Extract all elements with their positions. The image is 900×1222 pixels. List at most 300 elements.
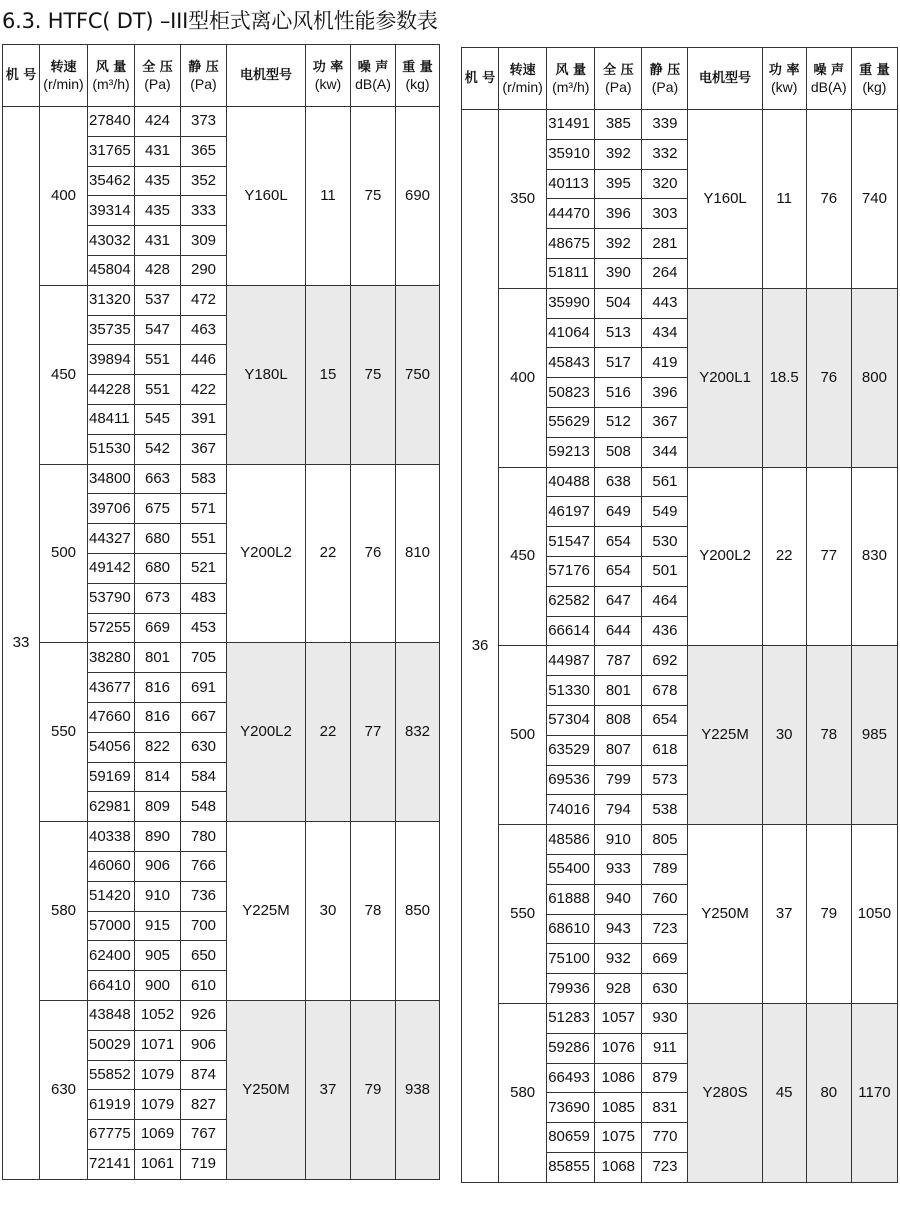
noise-cell: 77 (806, 467, 851, 646)
static-pressure-cell: 309 (181, 226, 227, 256)
total-pressure-cell: 669 (135, 613, 181, 643)
flow-cell: 59213 (547, 437, 595, 467)
static-pressure-cell: 521 (181, 553, 227, 583)
power-cell: 11 (762, 110, 806, 289)
flow-cell: 51530 (88, 434, 135, 464)
static-pressure-cell: 434 (642, 318, 688, 348)
total-pressure-cell: 680 (135, 524, 181, 554)
static-pressure-cell: 650 (181, 941, 227, 971)
total-pressure-cell: 390 (595, 258, 642, 288)
speed-cell: 450 (40, 285, 88, 464)
header-noise: 噪 声 dB(A) (806, 48, 851, 110)
flow-cell: 51811 (547, 258, 595, 288)
total-pressure-cell: 547 (135, 315, 181, 345)
total-pressure-cell: 809 (135, 792, 181, 822)
total-pressure-cell: 545 (135, 404, 181, 434)
flow-cell: 38280 (88, 643, 135, 673)
power-cell: 37 (306, 1000, 351, 1179)
static-pressure-cell: 365 (181, 136, 227, 166)
noise-cell: 76 (351, 464, 396, 643)
flow-cell: 55629 (547, 407, 595, 437)
motor-model-cell: Y160L (688, 110, 762, 289)
table-row (3, 464, 440, 494)
total-pressure-cell: 928 (595, 974, 642, 1004)
flow-cell: 46197 (547, 497, 595, 527)
header-power: 功 率 (kw) (306, 45, 351, 107)
table-header (3, 45, 440, 107)
noise-cell: 76 (806, 110, 851, 289)
total-pressure-cell: 787 (595, 646, 642, 676)
total-pressure-cell: 940 (595, 884, 642, 914)
flow-cell: 34800 (88, 464, 135, 494)
static-pressure-cell: 766 (181, 851, 227, 881)
total-pressure-cell: 1079 (135, 1060, 181, 1090)
flow-cell: 50029 (88, 1030, 135, 1060)
motor-model-cell: Y225M (688, 646, 762, 825)
weight-cell: 810 (396, 464, 440, 643)
motor-model-cell: Y225M (227, 822, 306, 1001)
static-pressure-cell: 373 (181, 107, 227, 137)
table-row (462, 288, 898, 318)
flow-cell: 51420 (88, 881, 135, 911)
flow-cell: 73690 (547, 1093, 595, 1123)
flow-cell: 68610 (547, 914, 595, 944)
flow-cell: 69536 (547, 765, 595, 795)
static-pressure-cell: 303 (642, 199, 688, 229)
total-pressure-cell: 1068 (595, 1152, 642, 1182)
total-pressure-cell: 1075 (595, 1123, 642, 1153)
static-pressure-cell: 667 (181, 702, 227, 732)
total-pressure-cell: 794 (595, 795, 642, 825)
total-pressure-cell: 1061 (135, 1149, 181, 1179)
weight-cell: 800 (851, 288, 897, 467)
static-pressure-cell: 583 (181, 464, 227, 494)
motor-model-cell: Y250M (227, 1000, 306, 1179)
static-pressure-cell: 264 (642, 258, 688, 288)
speed-cell: 550 (40, 643, 88, 822)
static-pressure-cell: 548 (181, 792, 227, 822)
noise-cell: 77 (351, 643, 396, 822)
header-machine: 机 号 (462, 48, 499, 110)
static-pressure-cell: 767 (181, 1120, 227, 1150)
static-pressure-cell: 551 (181, 524, 227, 554)
static-pressure-cell: 391 (181, 404, 227, 434)
total-pressure-cell: 428 (135, 255, 181, 285)
static-pressure-cell: 911 (642, 1033, 688, 1063)
flow-cell: 43677 (88, 673, 135, 703)
total-pressure-cell: 654 (595, 556, 642, 586)
flow-cell: 62582 (547, 586, 595, 616)
power-cell: 22 (306, 464, 351, 643)
weight-cell: 1050 (851, 825, 897, 1004)
static-pressure-cell: 723 (642, 1152, 688, 1182)
static-pressure-cell: 530 (642, 527, 688, 557)
motor-model-cell: Y200L2 (227, 643, 306, 822)
flow-cell: 44470 (547, 199, 595, 229)
total-pressure-cell: 392 (595, 229, 642, 259)
total-pressure-cell: 673 (135, 583, 181, 613)
static-pressure-cell: 780 (181, 822, 227, 852)
flow-cell: 44327 (88, 524, 135, 554)
power-cell: 22 (762, 467, 806, 646)
table-row (462, 110, 898, 140)
table-row (462, 1003, 898, 1033)
static-pressure-cell: 396 (642, 378, 688, 408)
table-body (462, 110, 898, 1183)
motor-model-cell: Y280S (688, 1003, 762, 1182)
total-pressure-cell: 647 (595, 586, 642, 616)
table-row (3, 643, 440, 673)
static-pressure-cell: 573 (642, 765, 688, 795)
motor-model-cell: Y200L2 (688, 467, 762, 646)
static-pressure-cell: 571 (181, 494, 227, 524)
static-pressure-cell: 436 (642, 616, 688, 646)
header-motor: 电机型号 (688, 48, 762, 110)
static-pressure-cell: 692 (642, 646, 688, 676)
static-pressure-cell: 561 (642, 467, 688, 497)
flow-cell: 35990 (547, 288, 595, 318)
static-pressure-cell: 700 (181, 911, 227, 941)
total-pressure-cell: 675 (135, 494, 181, 524)
total-pressure-cell: 638 (595, 467, 642, 497)
flow-cell: 46060 (88, 851, 135, 881)
static-pressure-cell: 669 (642, 944, 688, 974)
flow-cell: 48411 (88, 404, 135, 434)
table-row (462, 646, 898, 676)
flow-cell: 31491 (547, 110, 595, 140)
static-pressure-cell: 874 (181, 1060, 227, 1090)
flow-cell: 49142 (88, 553, 135, 583)
total-pressure-cell: 910 (135, 881, 181, 911)
noise-cell: 78 (806, 646, 851, 825)
table-row (3, 1000, 440, 1030)
flow-cell: 59169 (88, 762, 135, 792)
total-pressure-cell: 890 (135, 822, 181, 852)
total-pressure-cell: 551 (135, 375, 181, 405)
machine-number-cell: 33 (3, 107, 40, 1180)
machine-number-cell: 36 (462, 110, 499, 1183)
weight-cell: 985 (851, 646, 897, 825)
static-pressure-cell: 610 (181, 971, 227, 1001)
header-motor: 电机型号 (227, 45, 306, 107)
total-pressure-cell: 915 (135, 911, 181, 941)
total-pressure-cell: 906 (135, 851, 181, 881)
weight-cell: 850 (396, 822, 440, 1001)
flow-cell: 51283 (547, 1003, 595, 1033)
static-pressure-cell: 501 (642, 556, 688, 586)
header-total-pressure: 全 压 (Pa) (595, 48, 642, 110)
static-pressure-cell: 654 (642, 705, 688, 735)
total-pressure-cell: 513 (595, 318, 642, 348)
total-pressure-cell: 807 (595, 735, 642, 765)
noise-cell: 78 (351, 822, 396, 1001)
header-machine: 机 号 (3, 45, 40, 107)
total-pressure-cell: 943 (595, 914, 642, 944)
static-pressure-cell: 723 (642, 914, 688, 944)
flow-cell: 39706 (88, 494, 135, 524)
static-pressure-cell: 419 (642, 348, 688, 378)
total-pressure-cell: 808 (595, 705, 642, 735)
weight-cell: 832 (396, 643, 440, 822)
total-pressure-cell: 508 (595, 437, 642, 467)
speed-cell: 400 (499, 288, 547, 467)
speed-cell: 450 (499, 467, 547, 646)
flow-cell: 57000 (88, 911, 135, 941)
table-row (462, 825, 898, 855)
flow-cell: 80659 (547, 1123, 595, 1153)
flow-cell: 44228 (88, 375, 135, 405)
total-pressure-cell: 385 (595, 110, 642, 140)
flow-cell: 35910 (547, 139, 595, 169)
table-row (3, 822, 440, 852)
static-pressure-cell: 831 (642, 1093, 688, 1123)
flow-cell: 54056 (88, 732, 135, 762)
total-pressure-cell: 396 (595, 199, 642, 229)
speed-cell: 350 (499, 110, 547, 289)
flow-cell: 62981 (88, 792, 135, 822)
flow-cell: 45843 (547, 348, 595, 378)
flow-cell: 43848 (88, 1000, 135, 1030)
total-pressure-cell: 1086 (595, 1063, 642, 1093)
table-row (3, 285, 440, 315)
total-pressure-cell: 801 (595, 676, 642, 706)
motor-model-cell: Y160L (227, 107, 306, 286)
flow-cell: 72141 (88, 1149, 135, 1179)
static-pressure-cell: 618 (642, 735, 688, 765)
total-pressure-cell: 799 (595, 765, 642, 795)
flow-cell: 66410 (88, 971, 135, 1001)
total-pressure-cell: 431 (135, 136, 181, 166)
static-pressure-cell: 549 (642, 497, 688, 527)
total-pressure-cell: 1069 (135, 1120, 181, 1150)
total-pressure-cell: 504 (595, 288, 642, 318)
power-cell: 45 (762, 1003, 806, 1182)
total-pressure-cell: 1071 (135, 1030, 181, 1060)
total-pressure-cell: 542 (135, 434, 181, 464)
static-pressure-cell: 789 (642, 854, 688, 884)
speed-cell: 580 (40, 822, 88, 1001)
static-pressure-cell: 422 (181, 375, 227, 405)
total-pressure-cell: 1079 (135, 1090, 181, 1120)
weight-cell: 750 (396, 285, 440, 464)
flow-cell: 61919 (88, 1090, 135, 1120)
flow-cell: 67775 (88, 1120, 135, 1150)
static-pressure-cell: 352 (181, 166, 227, 196)
flow-cell: 47660 (88, 702, 135, 732)
weight-cell: 938 (396, 1000, 440, 1179)
flow-cell: 48675 (547, 229, 595, 259)
total-pressure-cell: 822 (135, 732, 181, 762)
total-pressure-cell: 905 (135, 941, 181, 971)
total-pressure-cell: 512 (595, 407, 642, 437)
speed-cell: 580 (499, 1003, 547, 1182)
table-body (3, 107, 440, 1180)
total-pressure-cell: 663 (135, 464, 181, 494)
flow-cell: 55852 (88, 1060, 135, 1090)
flow-cell: 66493 (547, 1063, 595, 1093)
speed-cell: 500 (40, 464, 88, 643)
header-static-pressure: 静 压 (Pa) (181, 45, 227, 107)
static-pressure-cell: 344 (642, 437, 688, 467)
flow-cell: 45804 (88, 255, 135, 285)
total-pressure-cell: 431 (135, 226, 181, 256)
flow-cell: 43032 (88, 226, 135, 256)
static-pressure-cell: 906 (181, 1030, 227, 1060)
total-pressure-cell: 537 (135, 285, 181, 315)
total-pressure-cell: 1085 (595, 1093, 642, 1123)
static-pressure-cell: 879 (642, 1063, 688, 1093)
flow-cell: 39894 (88, 345, 135, 375)
flow-cell: 57255 (88, 613, 135, 643)
flow-cell: 57304 (547, 705, 595, 735)
total-pressure-cell: 654 (595, 527, 642, 557)
total-pressure-cell: 933 (595, 854, 642, 884)
total-pressure-cell: 1076 (595, 1033, 642, 1063)
total-pressure-cell: 680 (135, 553, 181, 583)
flow-cell: 40488 (547, 467, 595, 497)
flow-cell: 35462 (88, 166, 135, 196)
static-pressure-cell: 281 (642, 229, 688, 259)
total-pressure-cell: 424 (135, 107, 181, 137)
power-cell: 11 (306, 107, 351, 286)
total-pressure-cell: 900 (135, 971, 181, 1001)
flow-cell: 57176 (547, 556, 595, 586)
header-static-pressure: 静 压 (Pa) (642, 48, 688, 110)
flow-cell: 61888 (547, 884, 595, 914)
flow-cell: 74016 (547, 795, 595, 825)
motor-model-cell: Y200L1 (688, 288, 762, 467)
table-row (3, 107, 440, 137)
total-pressure-cell: 816 (135, 702, 181, 732)
total-pressure-cell: 814 (135, 762, 181, 792)
static-pressure-cell: 705 (181, 643, 227, 673)
static-pressure-cell: 827 (181, 1090, 227, 1120)
total-pressure-cell: 801 (135, 643, 181, 673)
total-pressure-cell: 644 (595, 616, 642, 646)
static-pressure-cell: 691 (181, 673, 227, 703)
flow-cell: 75100 (547, 944, 595, 974)
performance-table-33 (2, 44, 440, 1180)
total-pressure-cell: 1057 (595, 1003, 642, 1033)
static-pressure-cell: 760 (642, 884, 688, 914)
weight-cell: 1170 (851, 1003, 897, 1182)
flow-cell: 50823 (547, 378, 595, 408)
power-cell: 37 (762, 825, 806, 1004)
flow-cell: 41064 (547, 318, 595, 348)
page-title: 6.3. HTFC( DT) –III型柜式离心风机性能参数表 (2, 9, 438, 33)
total-pressure-cell: 395 (595, 169, 642, 199)
motor-model-cell: Y250M (688, 825, 762, 1004)
flow-cell: 48586 (547, 825, 595, 855)
flow-cell: 35735 (88, 315, 135, 345)
noise-cell: 75 (351, 285, 396, 464)
static-pressure-cell: 930 (642, 1003, 688, 1033)
power-cell: 30 (762, 646, 806, 825)
static-pressure-cell: 472 (181, 285, 227, 315)
flow-cell: 44987 (547, 646, 595, 676)
static-pressure-cell: 443 (642, 288, 688, 318)
flow-cell: 59286 (547, 1033, 595, 1063)
header-weight: 重 量 (kg) (851, 48, 897, 110)
noise-cell: 75 (351, 107, 396, 286)
static-pressure-cell: 719 (181, 1149, 227, 1179)
flow-cell: 31765 (88, 136, 135, 166)
total-pressure-cell: 910 (595, 825, 642, 855)
total-pressure-cell: 816 (135, 673, 181, 703)
flow-cell: 40113 (547, 169, 595, 199)
flow-cell: 51330 (547, 676, 595, 706)
total-pressure-cell: 1052 (135, 1000, 181, 1030)
flow-cell: 79936 (547, 974, 595, 1004)
header-weight: 重 量 (kg) (396, 45, 440, 107)
header-speed: 转速 (r/min) (499, 48, 547, 110)
noise-cell: 79 (806, 825, 851, 1004)
static-pressure-cell: 446 (181, 345, 227, 375)
header-flow: 风 量 (m³/h) (88, 45, 135, 107)
flow-cell: 63529 (547, 735, 595, 765)
flow-cell: 55400 (547, 854, 595, 884)
static-pressure-cell: 770 (642, 1123, 688, 1153)
static-pressure-cell: 332 (642, 139, 688, 169)
total-pressure-cell: 517 (595, 348, 642, 378)
static-pressure-cell: 339 (642, 110, 688, 140)
weight-cell: 740 (851, 110, 897, 289)
flow-cell: 27840 (88, 107, 135, 137)
static-pressure-cell: 453 (181, 613, 227, 643)
speed-cell: 400 (40, 107, 88, 286)
static-pressure-cell: 464 (642, 586, 688, 616)
static-pressure-cell: 805 (642, 825, 688, 855)
static-pressure-cell: 678 (642, 676, 688, 706)
flow-cell: 53790 (88, 583, 135, 613)
weight-cell: 830 (851, 467, 897, 646)
noise-cell: 76 (806, 288, 851, 467)
motor-model-cell: Y180L (227, 285, 306, 464)
flow-cell: 85855 (547, 1152, 595, 1182)
power-cell: 18.5 (762, 288, 806, 467)
static-pressure-cell: 630 (181, 732, 227, 762)
flow-cell: 51547 (547, 527, 595, 557)
total-pressure-cell: 516 (595, 378, 642, 408)
static-pressure-cell: 584 (181, 762, 227, 792)
weight-cell: 690 (396, 107, 440, 286)
total-pressure-cell: 435 (135, 166, 181, 196)
total-pressure-cell: 435 (135, 196, 181, 226)
static-pressure-cell: 333 (181, 196, 227, 226)
static-pressure-cell: 320 (642, 169, 688, 199)
performance-table-36 (461, 47, 898, 1183)
table-header (462, 48, 898, 110)
flow-cell: 62400 (88, 941, 135, 971)
noise-cell: 80 (806, 1003, 851, 1182)
static-pressure-cell: 290 (181, 255, 227, 285)
total-pressure-cell: 932 (595, 944, 642, 974)
power-cell: 22 (306, 643, 351, 822)
header-speed: 转速 (r/min) (40, 45, 88, 107)
motor-model-cell: Y200L2 (227, 464, 306, 643)
static-pressure-cell: 538 (642, 795, 688, 825)
total-pressure-cell: 551 (135, 345, 181, 375)
noise-cell: 79 (351, 1000, 396, 1179)
speed-cell: 500 (499, 646, 547, 825)
header-noise: 噪 声 dB(A) (351, 45, 396, 107)
static-pressure-cell: 367 (642, 407, 688, 437)
total-pressure-cell: 392 (595, 139, 642, 169)
total-pressure-cell: 649 (595, 497, 642, 527)
static-pressure-cell: 736 (181, 881, 227, 911)
static-pressure-cell: 926 (181, 1000, 227, 1030)
power-cell: 30 (306, 822, 351, 1001)
